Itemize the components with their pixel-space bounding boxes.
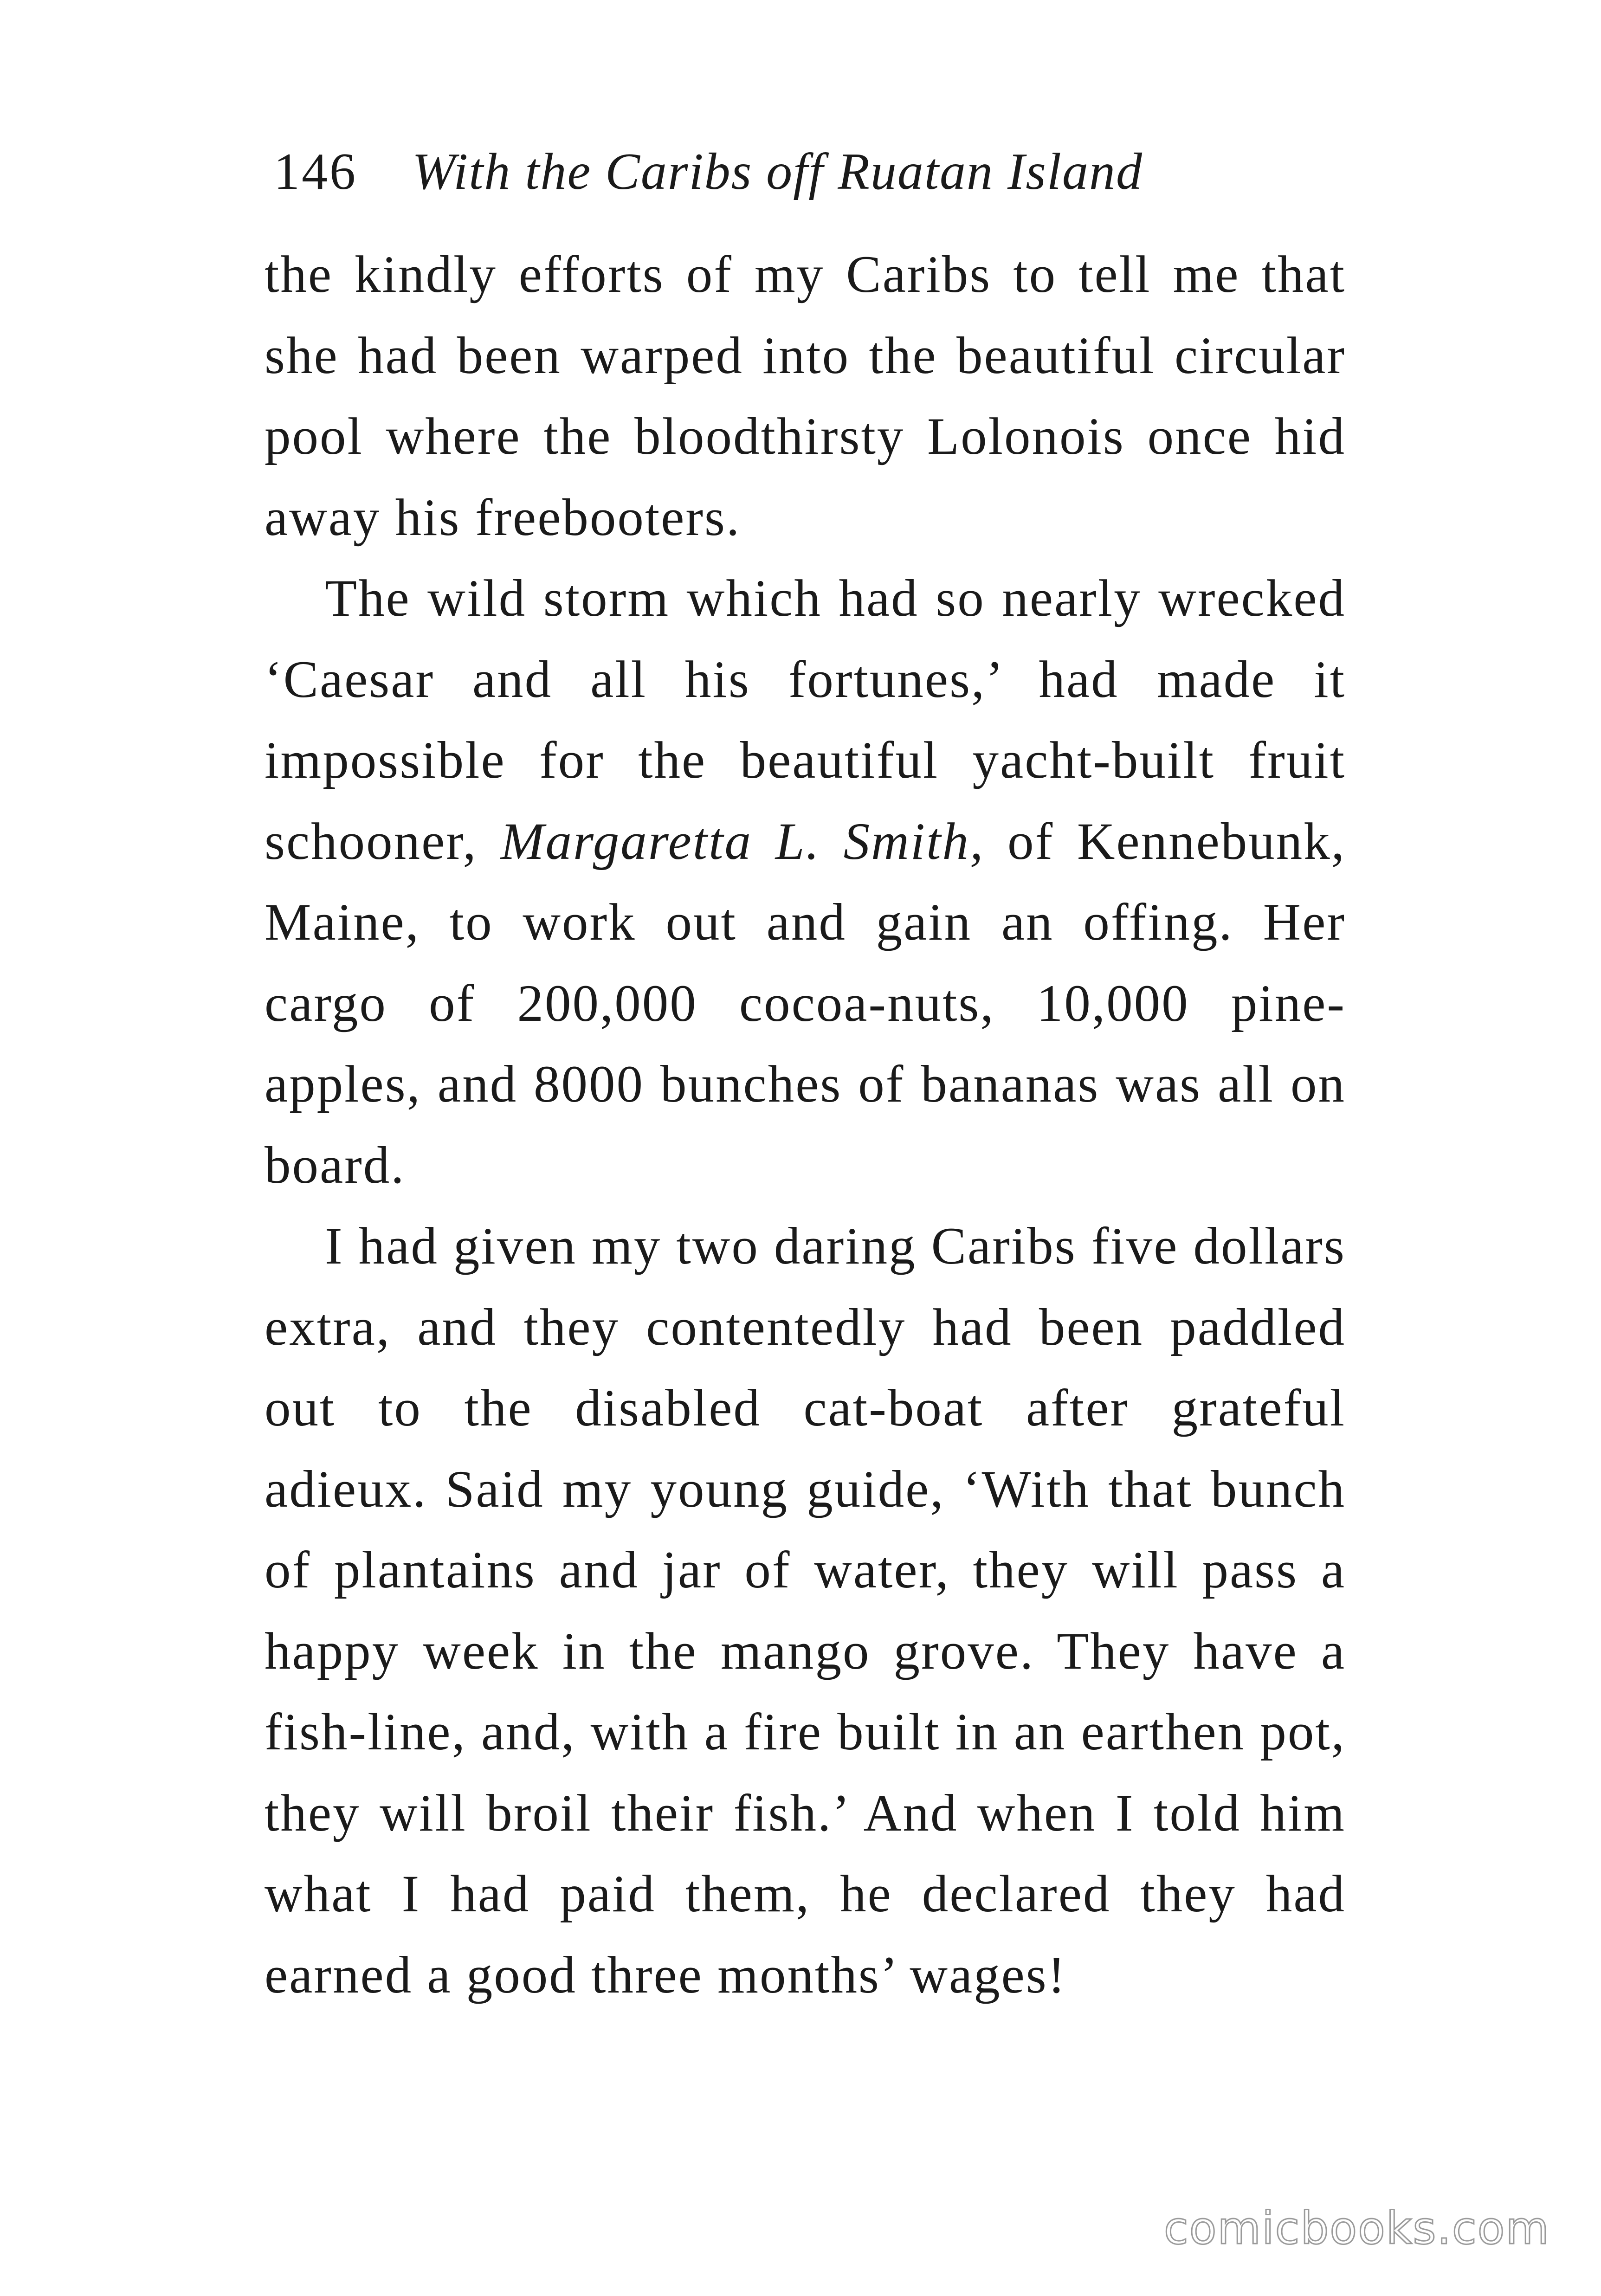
body-text <box>265 234 1346 2016</box>
paragraph-1: the kindly efforts of my Caribs to tell me that she had been warped into the beautiful circular pool where the bloodthirsty Lolonois once hid away his freebooters. <box>265 245 1346 547</box>
paragraph-2-text-end: of Kennebunk, Maine, to work out and gain an offing. Her cargo of 200,000 cocoa-nuts, 10,000 pine-apples, and 8000 bunches of bananas was all on board. <box>265 812 1346 1194</box>
ship-name: Margaretta L. Smith, <box>500 812 985 871</box>
paragraph-2 <box>265 558 1346 1206</box>
paragraph-2-text-start: The wild storm which had so nearly wrecked ‘Caesar and all his fortunes,’ had made it impossible for the beautiful yacht-built fruit schooner, <box>265 569 1346 871</box>
running-title: With the Caribs off Ruatan Island <box>412 143 1143 200</box>
paragraph-3: I had given my two daring Caribs five dollars extra, and they contentedly had been paddled out to the disabled cat-boat after grateful adieux. Said my young guide, ‘With that bunch of plantains and jar of water, they will pass a happy week in the mango grove. They have a fish-line, and, with a fire built in an earthen pot, they will broil their fish.’ And when I told him what I had paid them, he declared they had earned a good three months’ wages! <box>265 1217 1346 2004</box>
page-header <box>274 135 1313 209</box>
page-number: 146 <box>274 143 357 200</box>
watermark: comicbooks.com <box>1163 2202 1550 2254</box>
